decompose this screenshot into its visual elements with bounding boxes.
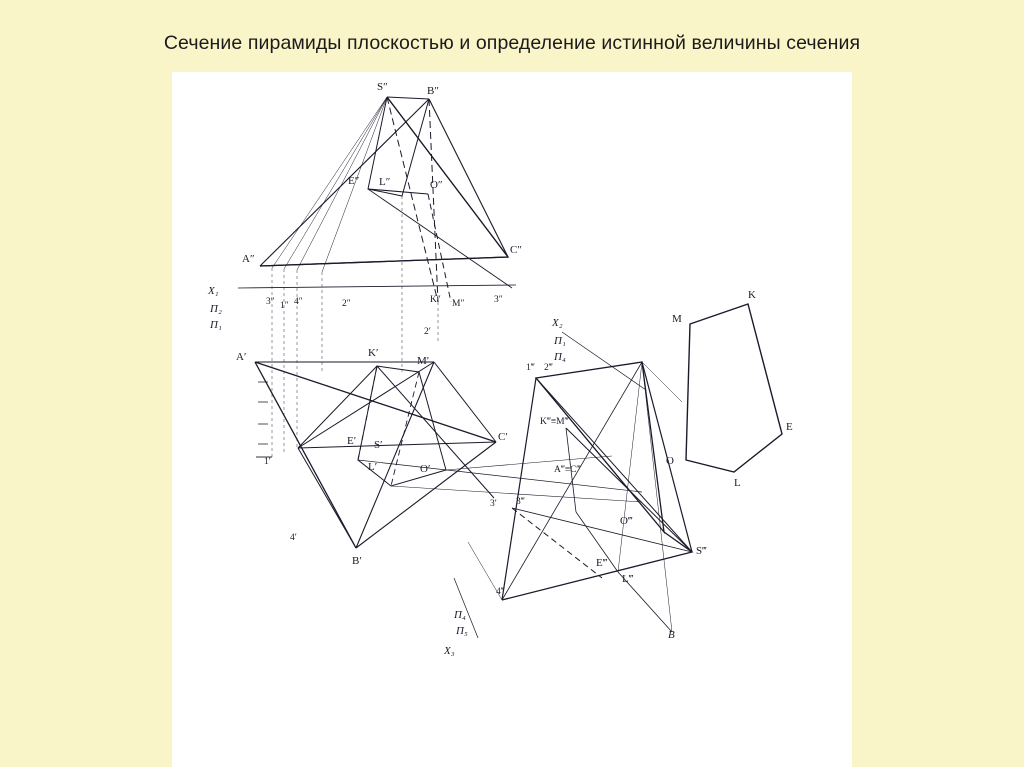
aux-link-top xyxy=(642,362,682,402)
label-l2: L″ xyxy=(379,176,391,188)
aux-diag-2 xyxy=(566,428,692,552)
axes-x2-labels xyxy=(551,317,566,363)
horiz-aux-7 xyxy=(298,366,377,448)
label-c2: C″ xyxy=(510,244,522,256)
aux-inner-3 xyxy=(618,362,642,572)
axis-x2 xyxy=(562,332,646,390)
label-p4h: 4′ xyxy=(290,533,297,543)
frontal-ray-3 xyxy=(297,97,387,270)
frontal-edge-sb xyxy=(387,97,429,99)
label-axis-x2: X₂ xyxy=(552,317,563,329)
frontal-edge-sc xyxy=(387,97,508,257)
label-m-true: M xyxy=(672,313,682,325)
axis-tick-group xyxy=(258,362,268,444)
axes-x2-group xyxy=(562,332,646,390)
horiz-aux-6 xyxy=(298,448,356,548)
true-size-section xyxy=(686,304,782,472)
horiz-link-1 xyxy=(358,460,642,492)
frontal-ray-2 xyxy=(284,97,387,269)
label-axis-x1: X₁ xyxy=(208,285,219,297)
label-axis-p1b: П₁ xyxy=(554,335,566,347)
frontal-section-el xyxy=(368,189,428,194)
label-a1: A′ xyxy=(236,351,247,363)
horiz-aux-3 xyxy=(434,362,496,442)
label-o-aux: O‴ xyxy=(620,515,633,527)
label-p3aux: 3‴ xyxy=(516,497,525,507)
label-km-aux: K‴≡M‴ xyxy=(540,417,569,427)
auxiliary-labels xyxy=(443,363,707,657)
label-axis-p1: П₁ xyxy=(210,319,222,331)
aux-hidden-1 xyxy=(512,508,602,578)
label-axis-p2: П₂ xyxy=(210,303,222,315)
label-o2: O″ xyxy=(430,179,443,191)
label-s1: S′ xyxy=(374,439,383,451)
aux-edge-left xyxy=(502,378,536,600)
technical-drawing xyxy=(172,72,852,767)
label-p4aux: 4‴ xyxy=(496,587,505,597)
label-s2: S″ xyxy=(377,81,388,93)
horizontal-projection xyxy=(255,362,642,548)
label-p2aux: 2‴ xyxy=(544,363,553,373)
label-e-true: E xyxy=(786,421,793,433)
label-b1: B′ xyxy=(352,555,362,567)
label-k1: K′ xyxy=(368,347,379,359)
label-b2: B″ xyxy=(427,85,439,97)
frontal-labels xyxy=(207,81,522,331)
label-e1: E′ xyxy=(347,435,357,447)
label-p3h: 3′ xyxy=(490,499,497,509)
label-axis-p4b: П₄ xyxy=(454,609,466,621)
label-p1h: 1′ xyxy=(264,457,271,467)
label-p1aux: 1‴ xyxy=(526,363,535,373)
aux-plane-trace xyxy=(512,508,692,552)
drawing-canvas xyxy=(172,72,852,767)
label-a2: A″ xyxy=(242,253,255,265)
horiz-aux-2 xyxy=(356,362,434,548)
label-k-true: K xyxy=(748,289,756,301)
label-l-aux: L‴ xyxy=(622,573,634,585)
horiz-aux-4 xyxy=(298,362,434,448)
horizontal-labels xyxy=(236,327,508,567)
label-k2: K″ xyxy=(430,295,441,305)
label-p3b: 3″ xyxy=(494,295,503,305)
label-l-true: L xyxy=(734,477,741,489)
label-e-aux: E‴ xyxy=(596,557,608,569)
frontal-plane-trace xyxy=(368,189,512,288)
horiz-aux-5 xyxy=(298,442,496,448)
label-s-aux: S‴ xyxy=(696,545,707,557)
label-p2a: 2″ xyxy=(342,299,351,309)
label-m2: M″ xyxy=(452,299,465,309)
label-p1a: 1″ xyxy=(280,301,289,311)
label-m1: M′ xyxy=(417,355,430,367)
frontal-edge-ba xyxy=(260,99,429,266)
aux-extend-2 xyxy=(642,362,672,632)
frontal-edge-bc xyxy=(429,99,508,257)
label-p2h: 2′ xyxy=(424,327,431,337)
label-axis-p4: П₄ xyxy=(554,351,566,363)
page-title: Сечение пирамиды плоскостью и определение истинной величины сечения xyxy=(163,32,861,54)
label-l1: L′ xyxy=(368,461,378,473)
label-o1: O′ xyxy=(420,463,431,475)
true-size-polygon xyxy=(686,304,782,472)
horiz-edge-bc xyxy=(356,442,496,548)
horiz-link-3 xyxy=(446,456,612,470)
axis-x1 xyxy=(238,285,516,288)
label-c1: C′ xyxy=(498,431,508,443)
label-b-aux: B xyxy=(668,629,675,641)
true-size-labels xyxy=(666,289,793,489)
frontal-base xyxy=(260,257,508,266)
label-ac-aux: A‴≡C‴ xyxy=(554,465,581,475)
label-p4a: 4″ xyxy=(294,297,303,307)
label-axis-p5: П₅ xyxy=(456,625,468,637)
horiz-hidden-2 xyxy=(391,372,419,486)
label-p3a: 3″ xyxy=(266,297,275,307)
label-e2: E″ xyxy=(348,175,360,187)
label-axis-x3: X₃ xyxy=(444,645,455,657)
label-o-true: O xyxy=(666,455,674,467)
